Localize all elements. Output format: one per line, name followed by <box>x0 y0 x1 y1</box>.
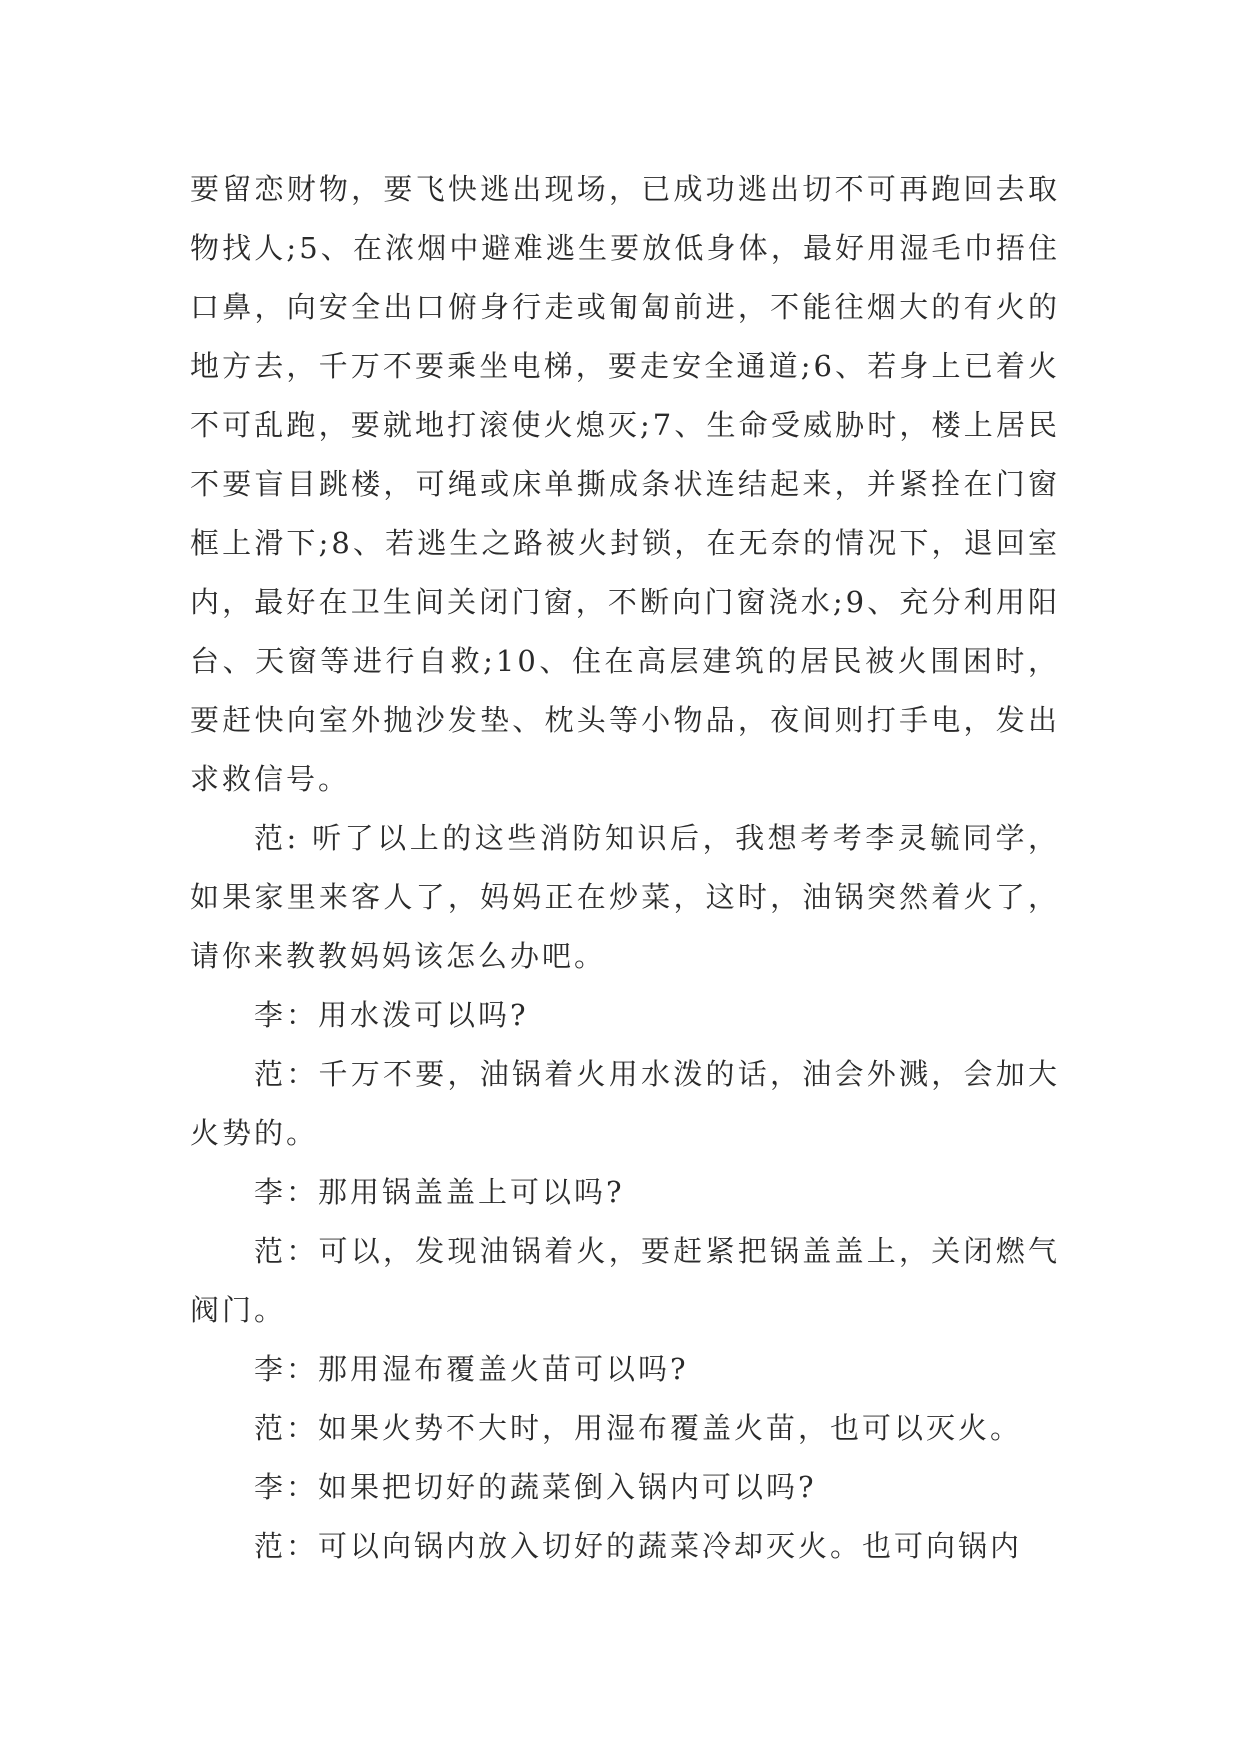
paragraph-fan-lid-answer: 范：可以，发现油锅着火，要赶紧把锅盖盖上，关闭燃气阀门。 <box>190 1234 1060 1327</box>
paragraph-li-water: 李：用水泼可以吗? <box>254 998 529 1032</box>
document-page <box>190 160 1060 1576</box>
paragraph-fan-question: 范: 听了以上的这些消防知识后，我想考考李灵毓同学，如果家里来客人了，妈妈正在炒菜，这时，油锅突然着火了，请你来教教妈妈该怎么办吧。 <box>190 821 1060 973</box>
paragraph-li-lid: 李：那用锅盖盖上可以吗? <box>254 1175 625 1209</box>
paragraph-fan-vegetables-answer: 范：可以向锅内放入切好的蔬菜冷却灭火。也可向锅内 <box>254 1529 1023 1563</box>
paragraph-fan-wet-cloth-answer: 范：如果火势不大时，用湿布覆盖火苗，也可以灭火。 <box>254 1411 1023 1445</box>
paragraph-li-wet-cloth: 李：那用湿布覆盖火苗可以吗? <box>254 1352 689 1386</box>
paragraph-fire-escape-tips: 要留恋财物，要飞快逃出现场，已成功逃出切不可再跑回去取物找人;5、在浓烟中避难逃生要放低身体，最好用湿毛巾捂住口鼻，向安全出口俯身行走或匍匐前进，不能往烟大的有火的地方去，千万不要乘坐电梯，要走安全通道;6、若身上已着火不可乱跑，要就地打滚使火熄灭;7、生命受威胁时，楼上居民不要盲目跳楼，可绳或床单撕成条状连结起来，并紧拴在门窗框上滑下;8、若逃生之路被火封锁，在无奈的情况下，退回室内，最好在卫生间关闭门窗，不断向门窗浇水;9、充分利用阳台、天窗等进行自救;10、住在高层建筑的居民被火围困时，要赶快向室外抛沙发垫、枕头等小物品，夜间则打手电，发出求救信号。 <box>190 172 1060 796</box>
paragraph-li-vegetables: 李：如果把切好的蔬菜倒入锅内可以吗? <box>254 1470 817 1504</box>
paragraph-fan-water-answer: 范：千万不要，油锅着火用水泼的话，油会外溅，会加大火势的。 <box>190 1057 1060 1150</box>
